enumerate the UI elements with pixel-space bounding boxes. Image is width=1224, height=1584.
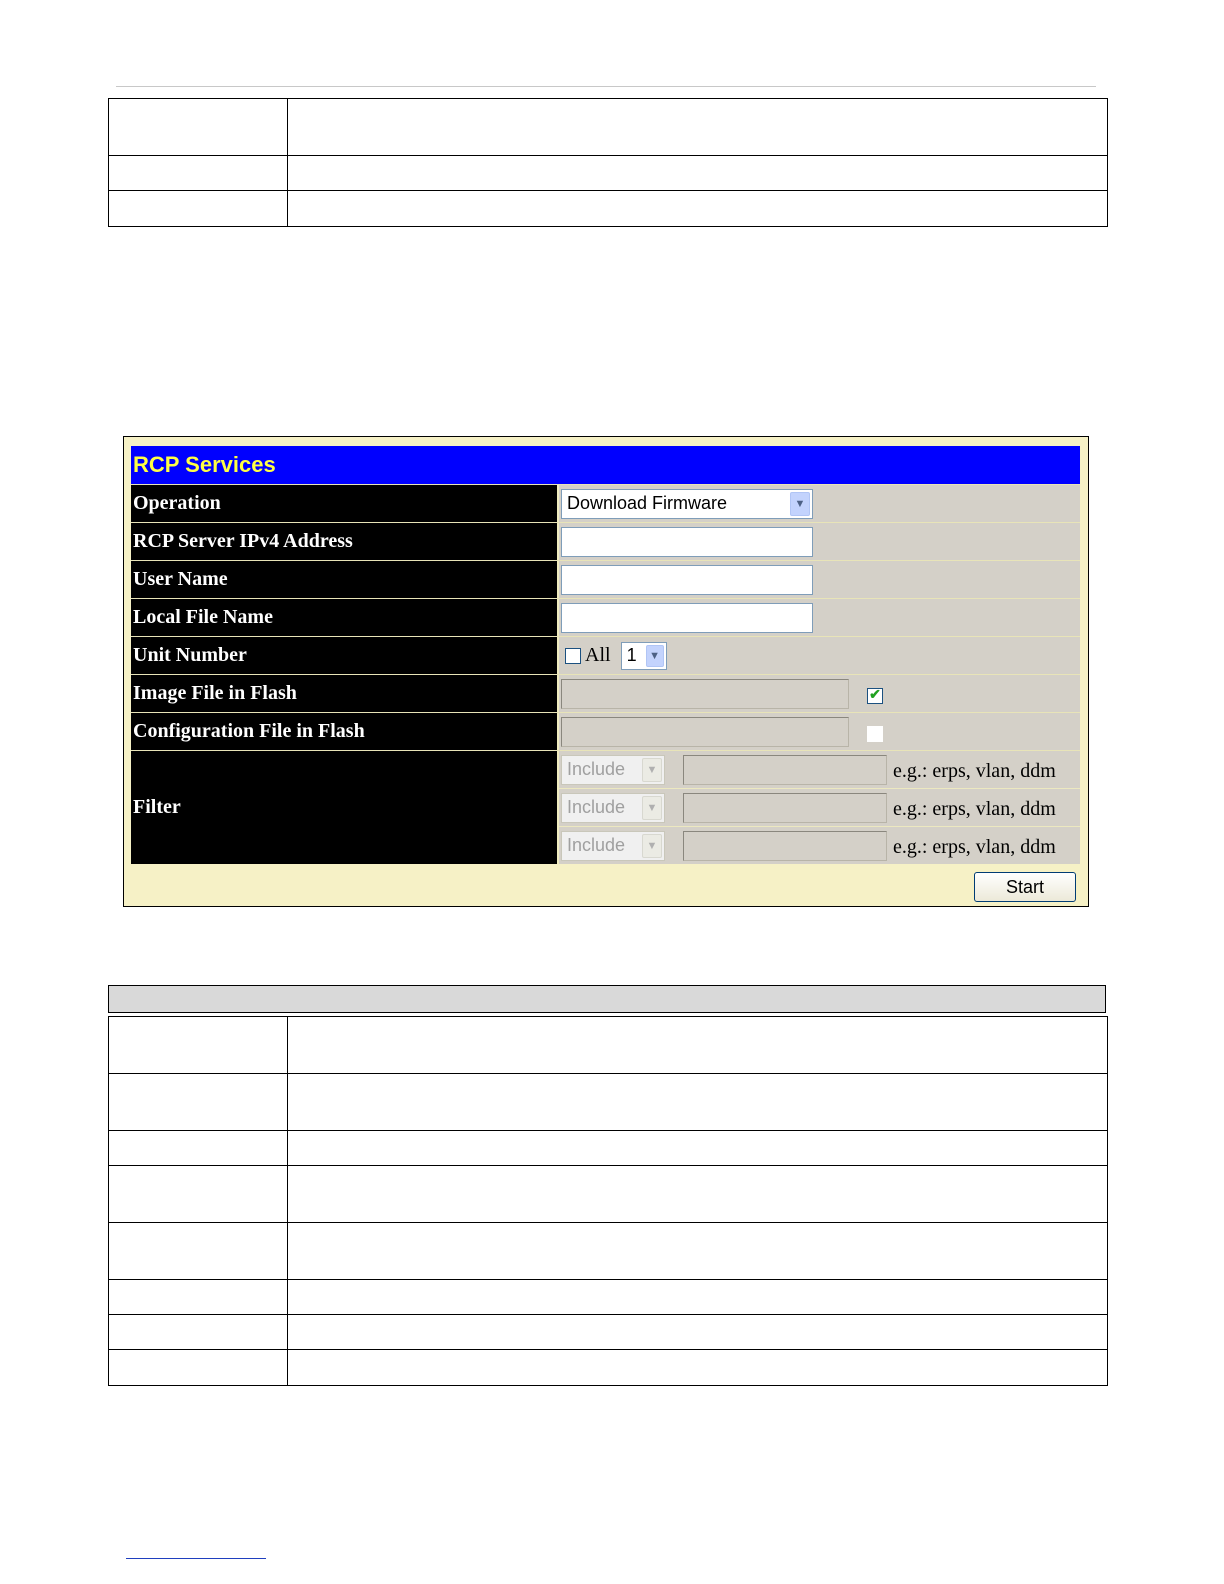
table-cell xyxy=(109,1223,288,1280)
image-file-label: Image File in Flash xyxy=(131,675,557,712)
table-cell xyxy=(109,1131,288,1166)
filter-hint: e.g.: erps, vlan, ddm xyxy=(893,836,1056,858)
header-rule xyxy=(116,86,1096,87)
filter-line xyxy=(559,751,1080,789)
row-operation xyxy=(131,484,1080,522)
chevron-down-icon: ▼ xyxy=(642,796,662,820)
table-cell xyxy=(288,1280,1108,1315)
table-cell xyxy=(109,1017,288,1074)
unit-select[interactable] xyxy=(621,642,667,670)
all-checkbox[interactable] xyxy=(565,648,581,664)
table-cell xyxy=(109,1074,288,1131)
footer-link-underline xyxy=(126,1558,266,1559)
table-cell xyxy=(109,1350,288,1386)
filter-input[interactable] xyxy=(683,793,887,823)
filter-select-value: Include xyxy=(567,797,626,817)
bottom-table xyxy=(108,1016,1108,1386)
table-cell xyxy=(109,99,288,156)
filter-input[interactable] xyxy=(683,831,887,861)
operation-select[interactable] xyxy=(561,489,813,519)
row-unit-number xyxy=(131,636,1080,674)
filter-label: Filter xyxy=(131,751,557,864)
row-filter xyxy=(131,750,1080,864)
row-image-file xyxy=(131,674,1080,712)
image-file-input[interactable] xyxy=(561,679,849,709)
table-header-bar xyxy=(108,985,1106,1013)
unit-number-label: Unit Number xyxy=(131,637,557,674)
table-cell xyxy=(288,1223,1108,1280)
chevron-down-icon: ▼ xyxy=(790,492,810,516)
chevron-down-icon: ▼ xyxy=(642,834,662,858)
user-name-label: User Name xyxy=(131,561,557,598)
filter-input[interactable] xyxy=(683,755,887,785)
config-file-checkbox[interactable] xyxy=(867,726,883,742)
chevron-down-icon: ▼ xyxy=(642,758,662,782)
all-label: All xyxy=(585,644,611,666)
checkmark-icon: ✔ xyxy=(869,687,881,703)
user-name-input[interactable] xyxy=(561,565,813,595)
server-ip-label: RCP Server IPv4 Address xyxy=(131,523,557,560)
operation-label: Operation xyxy=(131,485,557,522)
local-file-input[interactable] xyxy=(561,603,813,633)
row-server-ip xyxy=(131,522,1080,560)
filter-select[interactable] xyxy=(561,755,665,785)
table-cell xyxy=(109,1166,288,1223)
table-cell xyxy=(288,1166,1108,1223)
row-user-name xyxy=(131,560,1080,598)
row-local-file xyxy=(131,598,1080,636)
row-config-file xyxy=(131,712,1080,750)
chevron-down-icon: ▼ xyxy=(646,645,664,667)
config-file-label: Configuration File in Flash xyxy=(131,713,557,750)
table-cell xyxy=(109,191,288,227)
table-cell xyxy=(288,1074,1108,1131)
config-file-input[interactable] xyxy=(561,717,849,747)
filter-select-value: Include xyxy=(567,759,626,779)
table-cell xyxy=(288,1315,1108,1350)
table-cell xyxy=(288,99,1108,156)
filter-select-value: Include xyxy=(567,835,626,855)
table-cell xyxy=(288,156,1108,191)
table-cell xyxy=(288,1350,1108,1386)
top-table xyxy=(108,98,1108,227)
table-cell xyxy=(109,1280,288,1315)
filter-hint: e.g.: erps, vlan, ddm xyxy=(893,798,1056,820)
rcp-services-panel xyxy=(123,436,1089,907)
filter-line xyxy=(559,789,1080,827)
panel-footer xyxy=(131,864,1080,914)
table-cell xyxy=(288,1017,1108,1074)
image-file-checkbox[interactable] xyxy=(867,688,883,704)
local-file-label: Local File Name xyxy=(131,599,557,636)
table-cell xyxy=(288,1131,1108,1166)
table-cell xyxy=(288,191,1108,227)
panel-title: RCP Services xyxy=(133,452,276,477)
panel-title-bar xyxy=(131,446,1080,484)
filter-hint: e.g.: erps, vlan, ddm xyxy=(893,760,1056,782)
table-cell xyxy=(109,1315,288,1350)
start-button[interactable]: Start xyxy=(974,872,1076,902)
filter-line xyxy=(559,827,1080,864)
filter-select[interactable] xyxy=(561,793,665,823)
table-cell xyxy=(109,156,288,191)
unit-select-value: 1 xyxy=(626,645,637,665)
operation-select-value: Download Firmware xyxy=(567,493,728,513)
filter-select[interactable] xyxy=(561,831,665,861)
server-ip-input[interactable] xyxy=(561,527,813,557)
